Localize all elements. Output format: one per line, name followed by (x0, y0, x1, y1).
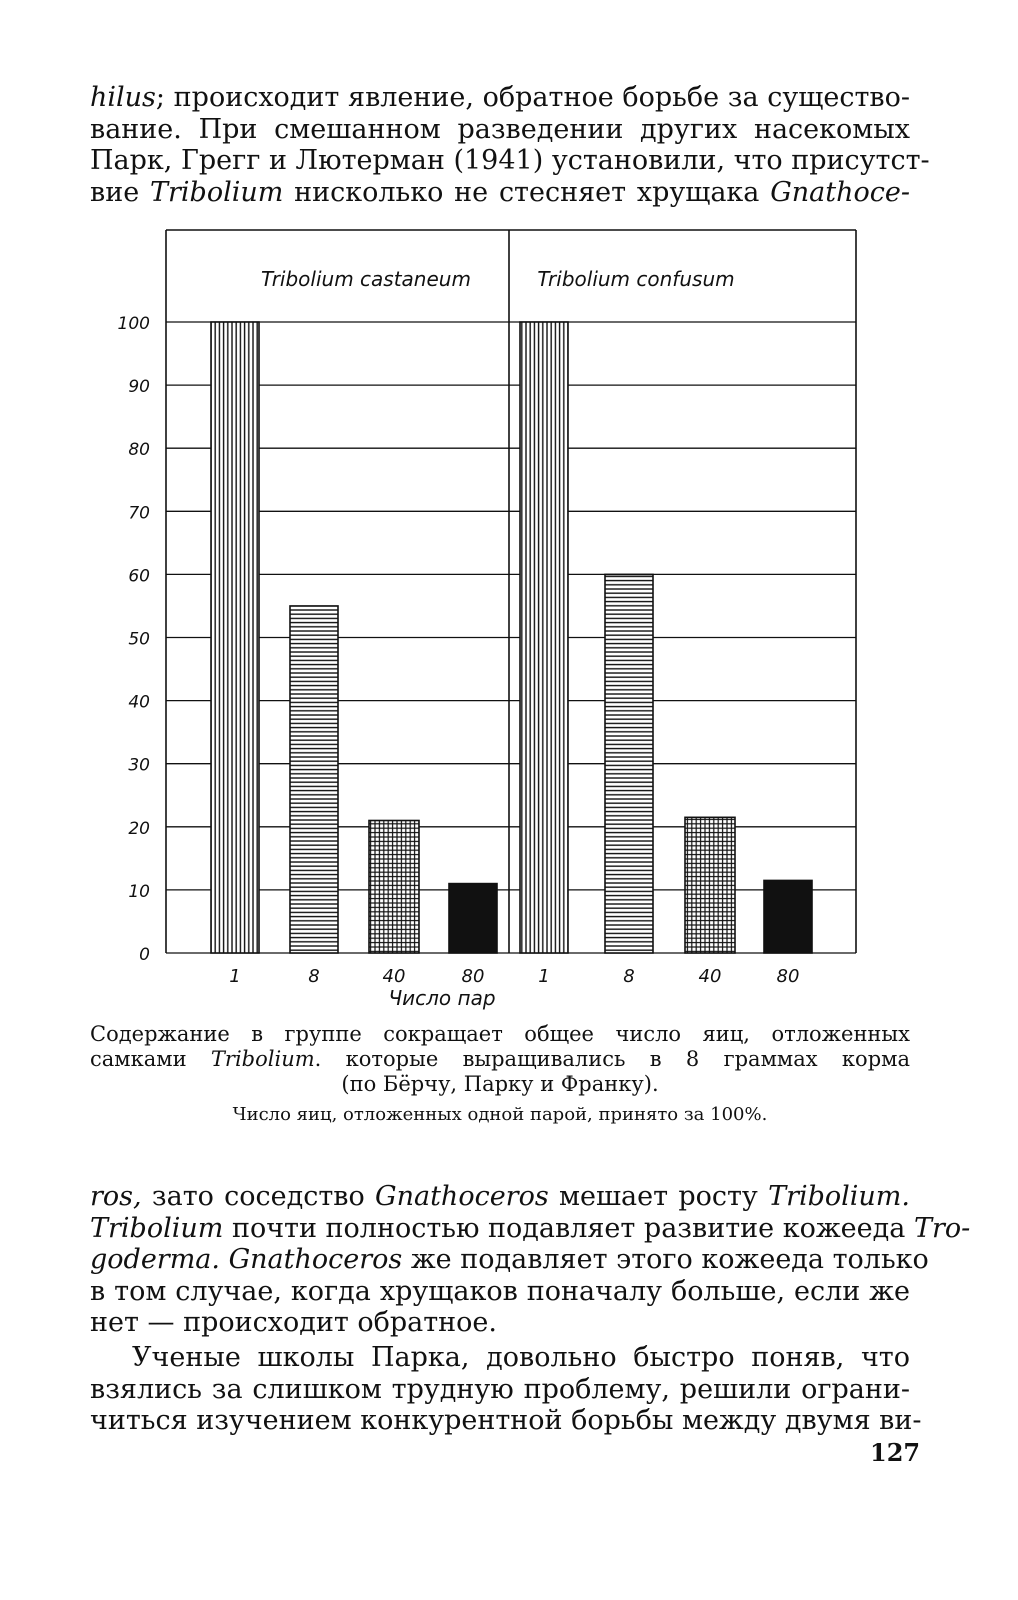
text-line (90, 1212, 971, 1245)
italic-text: ros, (90, 1181, 142, 1212)
italic-text: goderma. Gnathoceros (90, 1244, 403, 1275)
text-line (90, 1181, 910, 1213)
y-tick-label: 60 (128, 566, 150, 587)
bar (211, 322, 259, 953)
text-line (90, 1244, 929, 1276)
x-tick-label: 40 (698, 966, 722, 987)
italic-text: Tro- (913, 1212, 971, 1244)
italic-text: Gnathoce- (770, 176, 910, 208)
panel-title: Tribolium confusum (537, 267, 735, 291)
text-line (90, 1276, 910, 1308)
bar (520, 322, 568, 953)
x-tick-label: 1 (229, 966, 241, 987)
y-tick-label: 0 (139, 945, 150, 965)
text-run: самками (90, 1047, 211, 1071)
text-run: вие (90, 176, 150, 208)
text-run: читься изучением конкурентной борьбы между двумя ви- (90, 1405, 922, 1436)
x-tick-label: 80 (776, 966, 800, 987)
bar (764, 880, 812, 953)
text-run: взялись за слишком трудную проблему, решили ограни- (90, 1373, 910, 1405)
y-tick-label: 50 (128, 629, 150, 650)
bar (605, 574, 653, 953)
y-tick-label: 40 (128, 692, 150, 713)
y-tick-label: 30 (128, 755, 150, 776)
italic-text: Tribolium. (768, 1181, 910, 1212)
text-line (90, 1022, 910, 1047)
text-run: вание. При смешанном разведении других насекомых (90, 113, 910, 145)
x-tick-label: 40 (382, 966, 406, 987)
text-run: Ученые школы Парка, довольно быстро поняв, что (132, 1342, 910, 1373)
x-tick-label: 1 (538, 966, 550, 987)
text-line (90, 1047, 910, 1072)
italic-text: Tribolium (149, 176, 284, 208)
y-tick-label: 10 (128, 881, 150, 902)
text-run: нисколько не стесняет хрущака (283, 176, 771, 208)
bar (290, 606, 338, 953)
italic-text: Gnathoceros (375, 1181, 549, 1212)
text-line (90, 1307, 910, 1339)
text-line (90, 1072, 910, 1097)
figure-caption (90, 1022, 910, 1097)
italic-text: hilus (90, 82, 156, 113)
text-run: ; происходит явление, обратное борьбе за существо- (155, 82, 910, 113)
x-tick-label: 8 (308, 966, 320, 987)
y-tick-label: 90 (128, 377, 150, 398)
y-tick-label: 80 (128, 440, 150, 461)
page-number: 127 (870, 1438, 921, 1467)
x-tick-label: 8 (623, 966, 635, 987)
text-run: зато соседство (141, 1181, 376, 1212)
text-line (90, 1405, 922, 1437)
text-run: . которые выращивались в 8 граммах корма (314, 1047, 910, 1071)
text-run: нет — происходит обратное. (90, 1307, 497, 1338)
text-line (90, 1342, 910, 1374)
text-run: в том случае, когда хрущаков поначалу больше, если же (90, 1275, 910, 1307)
figure-caption-note: Число яиц, отложенных одной парой, принято за 100%. (232, 1104, 768, 1125)
text-line (90, 1374, 910, 1406)
text-run: мешает росту (548, 1181, 769, 1212)
italic-text: Tribolium (90, 1212, 224, 1244)
panel-title: Tribolium castaneum (261, 267, 471, 291)
bar (369, 820, 419, 953)
x-axis-label: Число пар (388, 986, 496, 1010)
y-tick-label: 20 (128, 818, 150, 839)
bottom-paragraph-2 (90, 1342, 922, 1437)
text-run: же подавляет этого кожееда только (402, 1244, 929, 1275)
bar (449, 884, 497, 953)
y-tick-label: 70 (128, 503, 150, 524)
text-run: Содержание в группе сокращает общее число яиц, отложенных (90, 1022, 910, 1046)
y-tick-label: 100 (117, 314, 150, 334)
text-run: (по Бёрчу, Парку и Франку). (341, 1072, 659, 1096)
bottom-paragraph (90, 1181, 971, 1339)
italic-text: Tribolium (210, 1047, 315, 1071)
x-tick-label: 80 (461, 966, 485, 987)
text-run: Парк, Грегг и Лютерман (1941) установили, что присутст- (90, 145, 930, 176)
bar (685, 817, 735, 953)
text-run: почти полностью подавляет развитие кожееда (223, 1212, 914, 1244)
